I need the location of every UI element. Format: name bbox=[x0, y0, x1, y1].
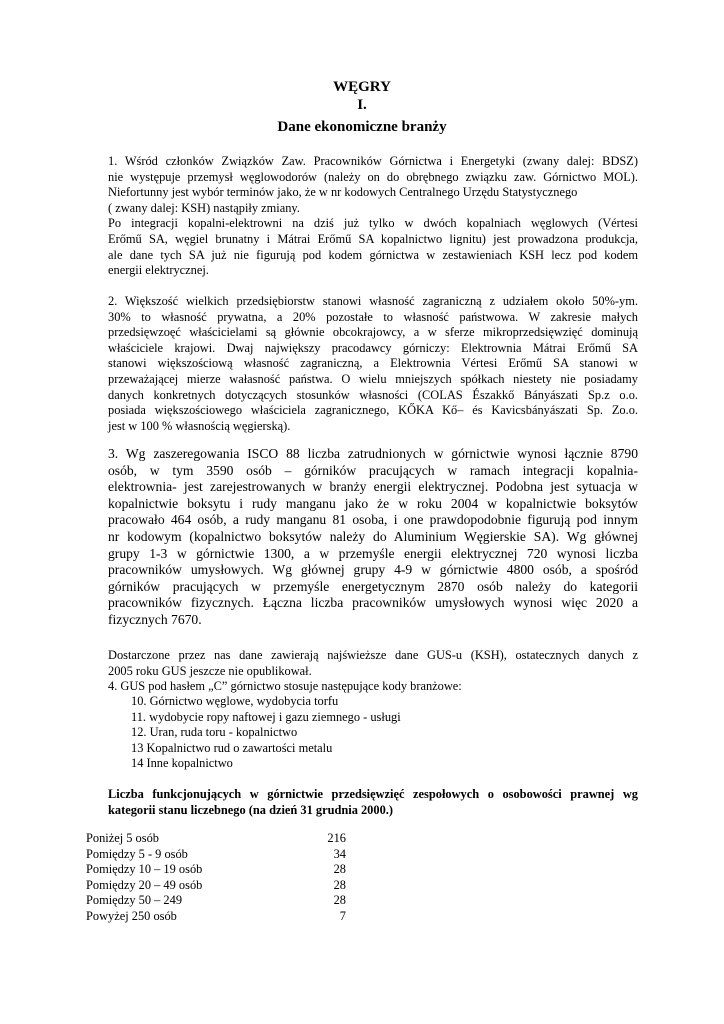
row-value: 7 bbox=[339, 908, 346, 923]
text-line: pracowało 464 osób, a rudy manganu 81 osoba, i one prawdopodobnie figurują pod innym bbox=[108, 512, 638, 528]
table-row bbox=[86, 893, 346, 909]
row-label: Pomiędzy 50 – 249 bbox=[86, 893, 183, 908]
section-number: I. bbox=[357, 97, 367, 113]
paragraph-1 bbox=[108, 154, 638, 279]
row-label: Powyżej 250 osób bbox=[86, 908, 177, 923]
text-line: kopalnictwie boksytu i rudy manganu jako że w roku 2004 w kopalnictwie boksytów bbox=[108, 495, 638, 511]
table-row bbox=[86, 862, 346, 878]
paragraph-2 bbox=[108, 294, 638, 434]
text-line: nr kodowym (kopalnictwo boksytów należy do Aluminium Węgierskie SA). Wg głównej bbox=[108, 528, 638, 544]
text-line: nie występuje przemysł węglowodorów (należy on do obrębnego związku zaw. Górnictwo MOL). bbox=[108, 169, 638, 184]
table-row bbox=[86, 847, 346, 863]
country-title: WĘGRY bbox=[333, 79, 391, 95]
text-line: energii elektrycznej. bbox=[108, 263, 209, 278]
text-line: 2. Większość wielkich przedsiębiorstw stanowi własność zagraniczną z udziałem około 50%-ym. bbox=[108, 294, 638, 308]
row-value: 216 bbox=[327, 831, 346, 845]
row-value: 28 bbox=[333, 862, 346, 877]
row-value: 28 bbox=[333, 893, 346, 908]
list-item: 10. Górnictwo węglowe, wydobycia torfu bbox=[131, 694, 339, 708]
text-line: pracowników fizycznych. Łączna liczba pracowników umysłowych wynosi więc 2020 a bbox=[108, 595, 638, 611]
text-line: fizycznych 7670. bbox=[108, 611, 202, 627]
enterprise-size-table bbox=[86, 831, 346, 925]
row-value: 28 bbox=[333, 877, 346, 892]
text-line: osób, w tym 3590 osób – górników pracujących w ramach integracji kopalnia- bbox=[108, 462, 638, 478]
text-line: ( zwany dalej: KSH) nastąpiły zmiany. bbox=[108, 200, 300, 215]
text-line: 2005 roku GUS jeszcze nie opublikował. bbox=[108, 663, 312, 678]
text-line: 4. GUS pod hasłem „C” górnictwo stosuje następujące kody branżowe: bbox=[108, 679, 462, 693]
list-item: 13 Kopalnictwo rud o zawartości metalu bbox=[131, 740, 333, 755]
paragraph-4 bbox=[108, 648, 638, 679]
row-label: Pomiędzy 5 - 9 osób bbox=[86, 846, 188, 861]
text-line: grupy 1-3 w górnictwie 1300, a w przemyśle energii elektrycznej 720 wynosi liczba bbox=[108, 545, 638, 561]
text-line: pracowników umysłowych. Wg głównej grupy 4-9 w górnictwie 4800 osób, a spośród bbox=[108, 562, 638, 578]
text-line: kategorii stanu liczebnego (na dzień 31 grudnia 2000.) bbox=[108, 803, 393, 817]
branch-codes-list bbox=[131, 694, 401, 772]
list-item: 14 Inne kopalnictwo bbox=[131, 756, 233, 771]
text-line: 30% to własność prywatna, a 20% pozostałe to własność państwowa. W zakresie małych bbox=[108, 309, 638, 324]
text-line: 3. Wg zaszeregowania ISCO 88 liczba zatrudnionych w górnictwie wynosi łącznie 8790 bbox=[108, 446, 638, 461]
text-line: 1. Wśród członków Związków Zaw. Pracowników Górnictwa i Energetyki (zwany dalej: BDSZ) bbox=[108, 154, 638, 168]
table-row bbox=[86, 831, 346, 847]
text-line: Erőmű SA, węgiel brunatny i Mátrai Erőmű SA kopalnictwo lignitu) jest prowadzona produkcja, bbox=[108, 231, 638, 246]
text-line: posiada większościowego właściciela zagranicznego, KŐKA Kő– és Kavicsbányászati Sp. Zo.o. bbox=[108, 403, 638, 418]
table-heading bbox=[108, 786, 638, 818]
section-subtitle: Dane ekonomiczne branży bbox=[277, 119, 447, 135]
paragraph-3 bbox=[108, 446, 638, 629]
text-line: przeważającej mierze wałasność państwa. O wielu mniejszych spółkach niestety nie posiadamy bbox=[108, 371, 638, 386]
text-line: Liczba funkcjonujących w górnictwie przedsięwzięć zespołowych o osobowości prawnej wg bbox=[108, 787, 638, 801]
text-line: Po integracji kopalni-elektrowni na dziś już tylko w dwóch kopalniach węglowych (Vértesi bbox=[108, 216, 638, 231]
text-line: przedsięwzoęć właścicielami są głównie obcokrajowcy, a w sferze mikroprzedsięwzięć dominują bbox=[108, 325, 638, 340]
row-label: Poniżej 5 osób bbox=[86, 831, 159, 845]
table-row bbox=[86, 909, 346, 925]
paragraph-5 bbox=[108, 679, 638, 695]
row-label: Pomiędzy 10 – 19 osób bbox=[86, 862, 203, 877]
row-label: Pomiędzy 20 – 49 osób bbox=[86, 877, 203, 892]
text-line: stanowi większościową własność zagraniczną, a Elektrownia Vértesi Erőmű SA stanowi w bbox=[108, 356, 638, 371]
row-value: 34 bbox=[333, 846, 346, 861]
text-line: elektrownia- jest zarejestrowanych w branży energii elektrycznej. Podobna jest sytuacja w bbox=[108, 479, 638, 495]
table-row bbox=[86, 878, 346, 894]
text-line: Niefortunny jest wybór terminów jako, że w nr kodowych Centralnego Urzędu Statystycznego bbox=[108, 185, 578, 200]
text-line: Dostarczone przez nas dane zawierają najświeższe dane GUS-u (KSH), ostatecznych danych z bbox=[108, 648, 638, 662]
text-line: jest w 100 % własnością węgierską). bbox=[108, 418, 291, 433]
text-line: właściciele krajowi. Dwaj największy pracodawcy górniczy: Elektrownia Mátrai Erőmű SA bbox=[108, 340, 638, 355]
text-line: ale dane tych SA już nie figurują pod kodem górnictwa w zestawieniach KSH lecz pod kodem bbox=[108, 247, 638, 262]
list-item: 11. wydobycie ropy naftowej i gazu ziemnego - usługi bbox=[131, 709, 401, 724]
text-line: górników pracujących w przemyśle energetycznym 2870 osób należy do kategorii bbox=[108, 578, 638, 594]
text-line: danych konkretnych dotyczących stosunków własności (COLAS Északkő Bányászati Sp.z o.o. bbox=[108, 387, 638, 402]
list-item: 12. Uran, ruda toru - kopalnictwo bbox=[131, 725, 298, 740]
